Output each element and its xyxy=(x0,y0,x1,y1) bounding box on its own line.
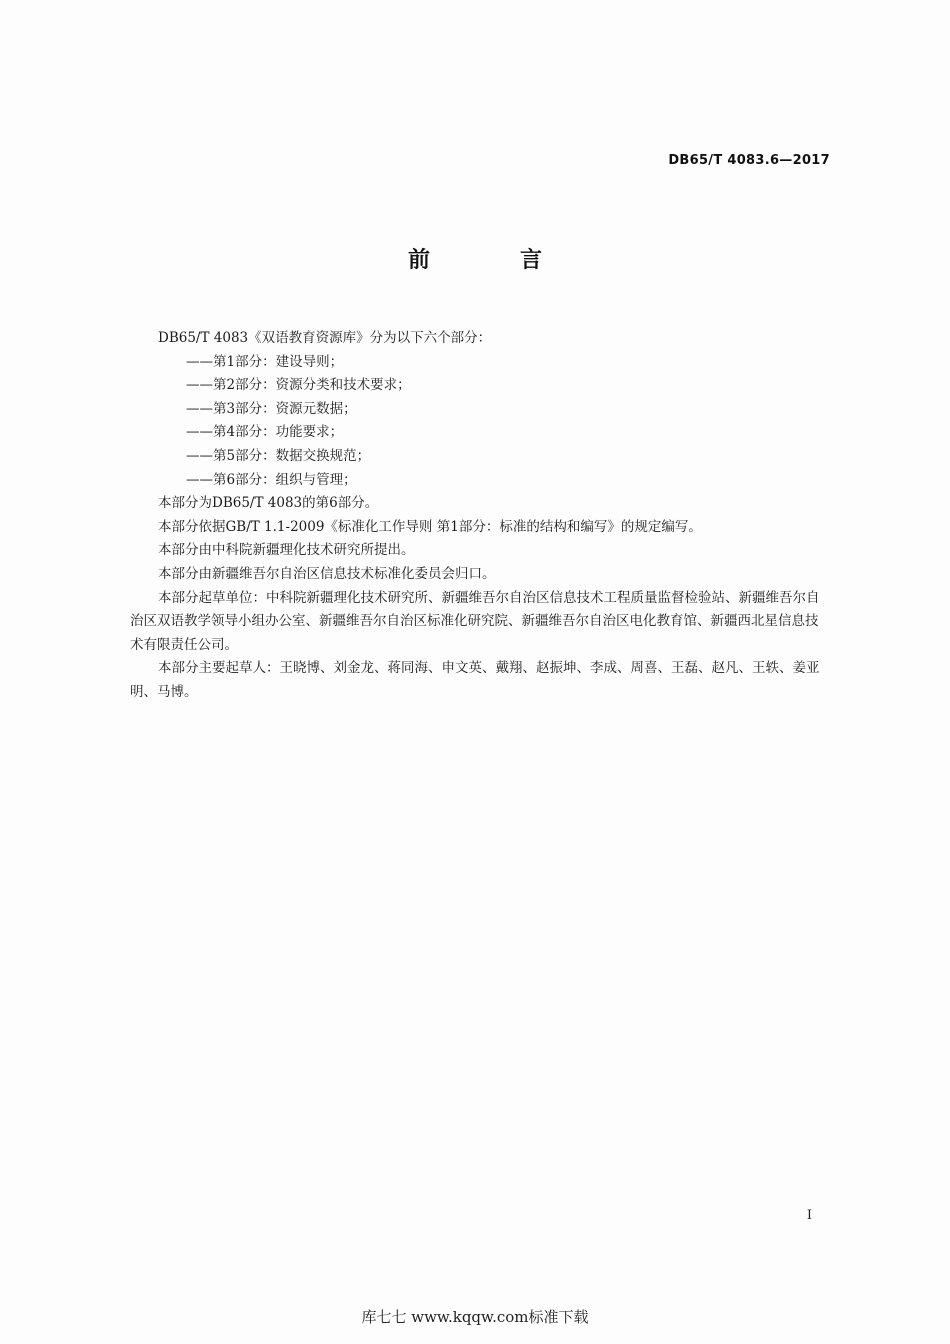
document-body xyxy=(130,327,830,705)
paragraph: 本部分主要起草人：王晓博、刘金龙、蒋同海、申文英、戴翔、赵振坤、李成、周喜、王磊、赵凡、王轶、姜亚明、马博。 xyxy=(130,660,820,700)
list-item: ——第5部分：数据交换规范； xyxy=(186,447,371,464)
parts-list xyxy=(130,351,830,493)
list-item: ——第3部分：资源元数据； xyxy=(186,400,357,417)
intro-paragraph: DB65/T 4083《双语教育资源库》分为以下六个部分： xyxy=(158,330,492,346)
list-item: ——第2部分：资源分类和技术要求； xyxy=(186,377,411,394)
list-item: ——第1部分：建设导则； xyxy=(186,353,344,370)
document-code: DB65/T 4083.6—2017 xyxy=(668,153,830,168)
list-item: ——第6部分：组织与管理； xyxy=(186,471,357,488)
list-item: ——第4部分：功能要求； xyxy=(186,424,344,441)
paragraph: 本部分由新疆维吾尔自治区信息技术标准化委员会归口。 xyxy=(158,565,496,582)
paragraph: 本部分为DB65/T 4083的第6部分。 xyxy=(158,495,379,512)
page-title: 前言 xyxy=(407,248,632,273)
page-number: I xyxy=(806,1208,812,1223)
paragraph: 本部分由中科院新疆理化技术研究所提出。 xyxy=(158,542,415,559)
paragraph: 本部分依据GB/T 1.1-2009《标准化工作导则 第1部分：标准的结构和编写》的规定编写。 xyxy=(158,518,702,535)
paragraph: 本部分起草单位：中科院新疆理化技术研究所、新疆维吾尔自治区信息技术工程质量监督检验站、新疆维吾尔自治区双语教学领导小组办公室、新疆维吾尔自治区标准化研究院、新疆维吾尔自治区电化教育馆、新疆西北星信息技术有限责任公司。 xyxy=(130,589,820,653)
footer-watermark: 库七七 www.kqqw.com标准下载 xyxy=(361,1308,589,1326)
